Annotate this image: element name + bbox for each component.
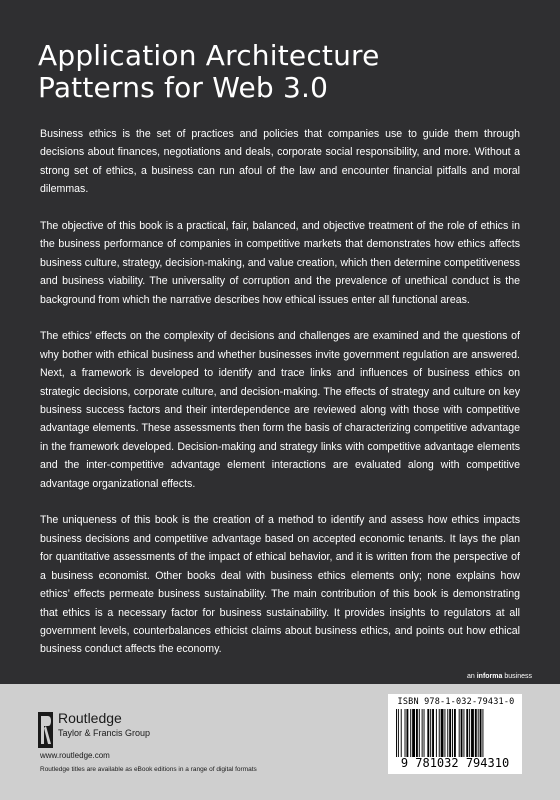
description-paragraph-4: The uniqueness of this book is the creation of a method to identify and assess how ethics impacts business decisions and competitive advantage based on accepted economic tenants. It lays the plan for quantitative assessments of the impact of ethical behavior, and it is written from the perspective of a business economist. Other books deal with business ethics elements only; none explains how ethics’ effects permeate business sustainability. The main contribution of this book is demonstrating that ethics is a necessary factor for business sustainability. It provides insights to regulators at all government levels, counterbalances ethicist claims about business ethics, and points out how ethical business conduct affects the economy. — [40, 514, 520, 656]
barcode-digits: 9 781032 794310 — [400, 756, 510, 770]
barcode-bars-icon — [394, 709, 516, 759]
informa-tagline — [467, 673, 532, 680]
book-title-line-2: Patterns for Web 3.0 — [38, 71, 329, 104]
back-cover-description — [40, 125, 520, 677]
description-paragraph-3: The ethics’ effects on the complexity of decisions and challenges are examined and the questions of why bother with ethical business and whether businesses invite government regulation are answered. Next, a framework is developed to identify and trace links and influences of business ethics on strategic decisions, corporate culture, and decision-making. The effects of strategy and culture on key business success factors and their interdependence are reviewed along with those with competitive advantage elements. These assessments then form the basis of characterizing competitive advantage in the framework developed. Decision-making and strategy links with competitive advantage elements and the inter-competitive advantage element interactions are evaluated along with competitive advantage organizational effects. — [40, 330, 520, 490]
description-paragraph-1: Business ethics is the set of practices and policies that companies use to guide them through decisions about finances, negotiations and deals, corporate social responsibility, and more. Without a strong set of ethics, a business can run afoul of the law and encounter financial pitfalls and moral dilemmas. — [40, 128, 520, 196]
tagline-prefix: an — [466, 673, 475, 680]
description-paragraph-2: The objective of this book is a practical, fair, balanced, and objective treatment of the role of ethics in the business performance of companies in competitive markets that demonstrates how ethics affects business culture, strategy, decision-making, and value creation, which then determine competitiveness and business viability. The universality of corruption and the prevalence of unethical conduct is the background from which the narrative describes how ethical issues enter all functional areas. — [40, 220, 520, 306]
publisher-url[interactable]: www.routledge.com — [40, 751, 110, 760]
routledge-logo-icon — [38, 712, 53, 748]
ebook-note: Routledge titles are available as eBook editions in a range of digital formats — [40, 766, 257, 773]
tagline-suffix: business — [504, 673, 532, 680]
book-title — [38, 40, 518, 104]
tagline-brand: informa — [476, 673, 503, 680]
publisher-group: Taylor & Francis Group — [58, 728, 151, 738]
book-title-line-1: Application Architecture — [38, 39, 380, 72]
publisher-name: Routledge — [58, 710, 122, 726]
isbn-label: ISBN 978-1-032-79431-0 — [397, 697, 515, 707]
isbn-barcode — [388, 694, 522, 774]
